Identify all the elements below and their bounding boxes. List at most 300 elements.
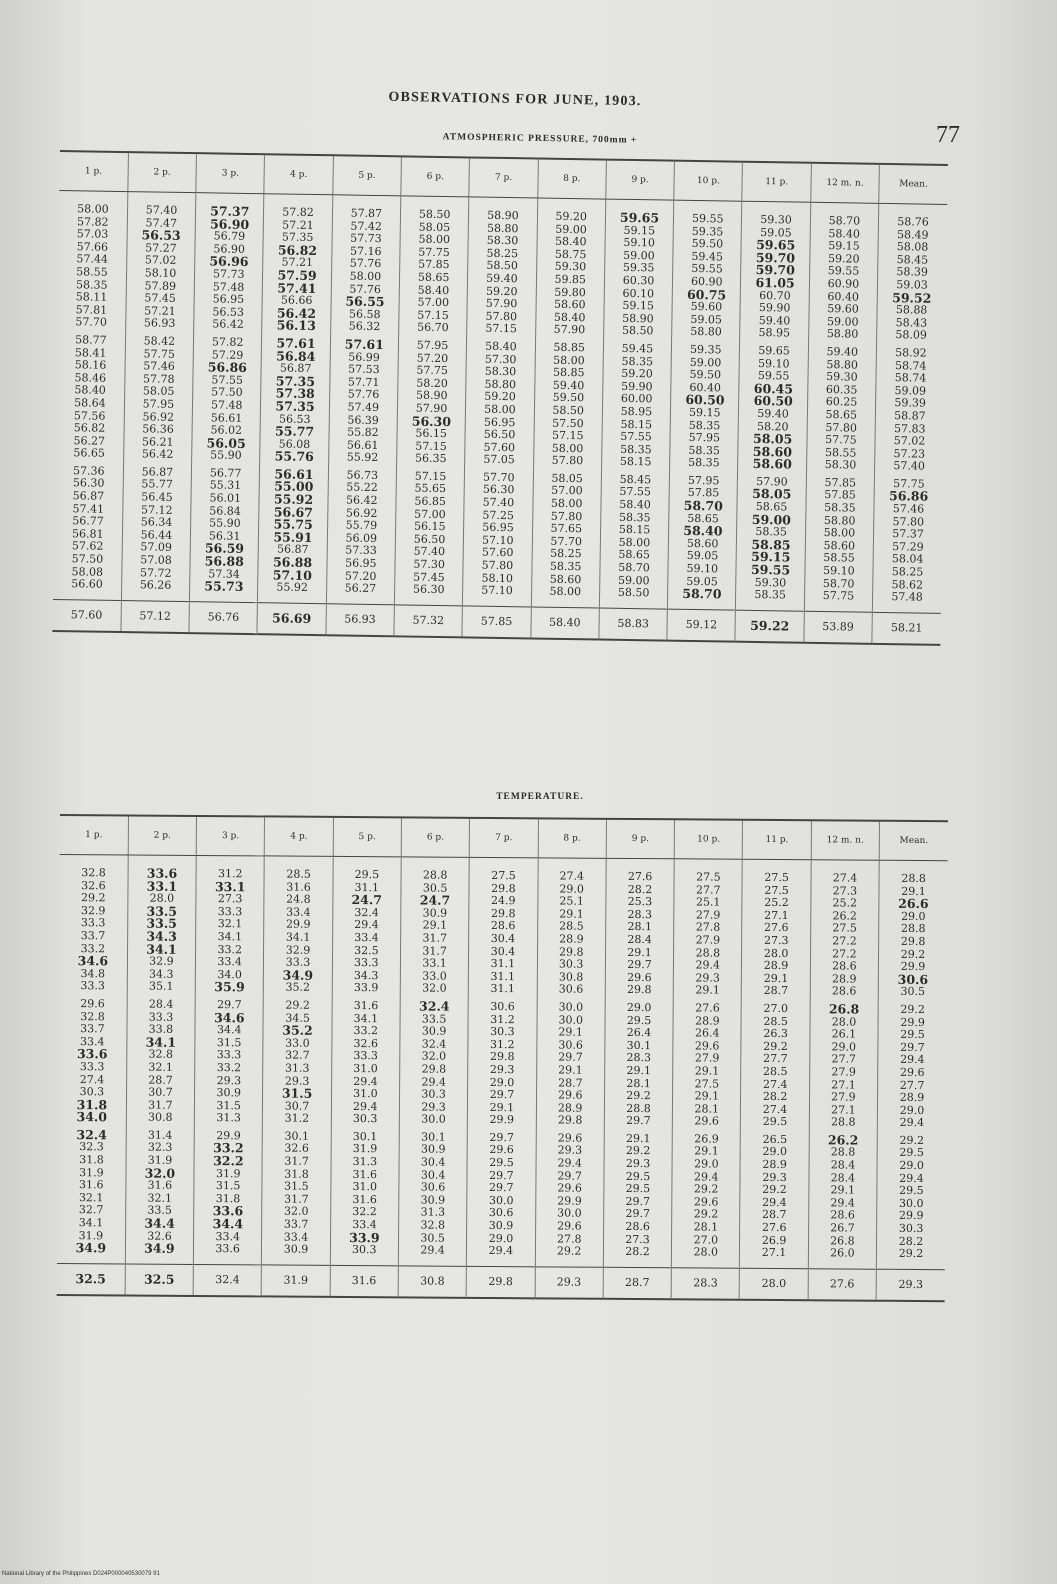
table-cell: 29.0 (899, 1103, 925, 1117)
table-cell: 28.6 (830, 1208, 855, 1222)
table-cell: 58.00 (418, 232, 451, 247)
table-cell: 31.6 (352, 1167, 378, 1181)
table-cell: 60.00 (620, 392, 653, 406)
table-cell: 28.1 (626, 1076, 651, 1090)
table-cell: 31.6 (286, 880, 311, 894)
table-cell: 59.55 (757, 369, 790, 383)
day-group (878, 999, 947, 1130)
table-cell: 58.25 (891, 565, 924, 579)
table-cell: 33.3 (216, 1048, 242, 1062)
table-cell: 24.7 (351, 892, 383, 908)
table-cell: 27.5 (491, 869, 516, 883)
table-cell: 28.7 (148, 1073, 173, 1087)
table-cell: 57.75 (143, 346, 176, 361)
table-cell: 33.7 (80, 929, 106, 943)
table-cell: 55.91 (273, 529, 313, 545)
table-cell: 29.4 (353, 1074, 378, 1088)
table-cell: 28.8 (695, 946, 721, 960)
column-values (262, 856, 333, 1265)
table-cell: 34.4 (216, 1023, 242, 1037)
table-cell: 31.8 (76, 1096, 108, 1113)
column-values (394, 196, 469, 606)
table-cell: 56.82 (277, 242, 318, 258)
table-cell: 58.42 (143, 334, 176, 348)
table-cell: 57.34 (208, 567, 240, 581)
table-cell: 57.48 (212, 279, 245, 294)
table-cell: 27.6 (761, 1220, 787, 1235)
table-cell: 31.3 (216, 1111, 241, 1125)
column-header: 9 p. (606, 160, 675, 201)
table-cell: 28.6 (625, 1219, 650, 1234)
mean-cell: 56.93 (326, 604, 395, 637)
table-cell: 28.4 (830, 1158, 856, 1172)
table-cell: 28.5 (763, 1064, 788, 1078)
table-cell: 57.29 (892, 539, 924, 554)
table-cell: 57.46 (892, 502, 925, 516)
table-cell: 34.3 (353, 968, 379, 982)
table-cell: 34.9 (282, 967, 314, 983)
table-cell: 59.80 (554, 285, 586, 299)
table-cell: 30.6 (558, 1038, 583, 1052)
table-cell: 29.6 (557, 1219, 582, 1233)
table-cell: 57.29 (211, 347, 244, 362)
table-cell: 58.41 (74, 345, 107, 360)
table-cell: 57.75 (893, 477, 925, 491)
table-cell: 56.67 (273, 504, 314, 520)
day-group (742, 860, 810, 998)
day-group (401, 857, 469, 995)
table-cell: 30.9 (421, 1024, 447, 1038)
table-cell: 58.74 (894, 358, 927, 373)
table-cell: 57.03 (76, 227, 109, 241)
day-group (399, 196, 468, 335)
table-cell: 58.60 (752, 443, 793, 460)
table-cell: 59.10 (623, 236, 655, 250)
table-cell: 31.6 (353, 998, 379, 1013)
table-cell: 59.03 (896, 278, 928, 292)
table-cell: 29.6 (693, 1195, 719, 1209)
table-cell: 60.90 (827, 277, 860, 291)
table-cell: 56.30 (411, 413, 452, 429)
table-cell: 58.20 (757, 419, 789, 433)
table-cell: 29.8 (627, 983, 652, 997)
table-cell: 58.50 (552, 403, 585, 418)
table-cell: 58.65 (618, 548, 651, 562)
table-cell: 56.42 (346, 493, 378, 508)
table-cell: 59.50 (691, 237, 724, 251)
mean-cell: 32.5 (57, 1263, 126, 1295)
table-cell: 58.10 (481, 571, 514, 585)
table-cell: 28.9 (899, 1090, 925, 1105)
table-cell: 32.1 (217, 917, 243, 931)
table-cell: 28.2 (625, 1245, 650, 1259)
table-cell: 30.8 (148, 1110, 173, 1125)
table-cell: 27.4 (762, 1077, 788, 1091)
table-cell: 29.2 (693, 1207, 719, 1222)
table-cell: 32.7 (285, 1048, 310, 1063)
day-group (465, 335, 534, 467)
day-group (537, 858, 605, 996)
table-cell: 56.65 (73, 446, 105, 461)
table-cell: 56.45 (141, 490, 173, 504)
table-cell: 59.09 (894, 383, 927, 398)
table-cell: 27.5 (764, 883, 789, 897)
table-cell: 28.8 (901, 871, 926, 886)
table-cell: 56.36 (142, 422, 174, 436)
table-cell: 58.25 (486, 246, 519, 260)
table-cell: 31.7 (284, 1154, 309, 1168)
table-cell: 56.95 (212, 292, 245, 307)
table-cell: 29.8 (557, 1113, 583, 1127)
table-cell: 57.41 (277, 279, 317, 296)
table-cell: 34.9 (75, 1240, 107, 1256)
table-cell: 35.9 (214, 979, 245, 995)
table-cell: 59.90 (621, 379, 653, 394)
table-cell: 29.4 (695, 958, 721, 972)
table-cell: 27.7 (763, 1052, 788, 1066)
table-cell: 58.70 (682, 586, 722, 602)
table-cell: 57.00 (551, 484, 583, 498)
table-cell: 33.3 (80, 979, 105, 993)
table-cell: 56.81 (72, 527, 104, 541)
table-cell: 30.3 (79, 1085, 105, 1099)
table-cell: 29.3 (625, 1157, 651, 1171)
day-group (463, 466, 532, 606)
table-cell: 29.3 (762, 1170, 787, 1184)
table-cell: 31.5 (216, 1098, 241, 1112)
table-cell: 59.20 (827, 251, 860, 266)
table-cell: 27.3 (625, 1232, 650, 1246)
table-cell: 31.9 (215, 1166, 241, 1180)
day-group (190, 462, 259, 602)
table-cell: 30.3 (352, 1112, 378, 1126)
table-cell: 29.1 (626, 1063, 652, 1078)
mean-cell: 57.60 (52, 599, 121, 632)
table-cell: 59.05 (690, 312, 723, 327)
table-cell: 30.1 (352, 1129, 378, 1144)
table-cell: 28.6 (832, 959, 857, 973)
table-cell: 59.10 (757, 356, 790, 371)
table-cell: 57.05 (483, 452, 515, 467)
table-cell: 57.72 (139, 565, 172, 580)
table-cell: 29.4 (694, 1170, 719, 1184)
table-cell: 57.90 (415, 401, 448, 416)
table-cell: 28.2 (627, 882, 653, 896)
table-cell: 29.5 (762, 1115, 788, 1129)
table-cell: 57.08 (140, 553, 172, 567)
table-cell: 29.0 (559, 882, 585, 896)
table-cell: 57.15 (485, 322, 518, 336)
table-cell: 57.02 (893, 434, 926, 448)
table-cell: 58.00 (823, 526, 856, 540)
table-cell: 31.6 (147, 1178, 173, 1193)
table-cell: 32.1 (78, 1190, 104, 1205)
table-cell: 59.05 (686, 549, 719, 563)
table-cell: 34.4 (144, 1215, 175, 1231)
table-cell: 57.75 (825, 433, 857, 447)
table-cell: 31.9 (79, 1165, 104, 1179)
table-cell: 55.92 (273, 491, 314, 508)
table-cell: 33.4 (80, 1034, 105, 1049)
table-cell: 60.90 (690, 274, 723, 289)
table-cell: 25.2 (832, 896, 858, 910)
table-cell: 29.7 (625, 1207, 651, 1221)
table-cell: 57.80 (825, 420, 857, 435)
table-cell: 29.5 (489, 1156, 514, 1170)
table-cell: 33.2 (353, 1024, 379, 1038)
table-cell: 55.92 (346, 450, 379, 465)
table-cell: 58.40 (417, 283, 450, 297)
table-cell: 27.8 (556, 1232, 582, 1246)
table-cell: 57.61 (344, 336, 385, 353)
day-group (809, 1129, 877, 1268)
table-cell: 31.0 (353, 1087, 378, 1101)
table-cell: 29.5 (625, 1182, 651, 1196)
table-cell: 28.4 (148, 997, 174, 1011)
table-cell: 59.55 (691, 262, 723, 276)
table-cell: 29.1 (422, 918, 448, 933)
day-group (53, 460, 123, 600)
table-cell: 55.76 (274, 448, 314, 465)
table-cell: 33.2 (216, 1061, 242, 1075)
column-header: 11 p. (742, 162, 811, 203)
column-header: 10 p. (674, 819, 743, 859)
table-cell: 58.64 (74, 396, 106, 410)
table-cell: 57.15 (417, 308, 449, 322)
table-cell: 57.83 (893, 421, 926, 436)
table-cell: 32.8 (80, 1009, 105, 1023)
column-values (190, 193, 265, 603)
table-cell: 57.55 (619, 485, 652, 499)
table-cell: 29.9 (557, 1194, 582, 1208)
table-cell: 33.5 (146, 903, 178, 919)
mean-cell: 27.6 (808, 1269, 877, 1301)
table-cell: 30.4 (490, 931, 516, 946)
table-cell: 55.90 (210, 448, 242, 463)
day-group (192, 331, 261, 463)
table-cell: 56.60 (71, 577, 103, 591)
table-cell: 58.25 (550, 547, 582, 561)
table-cell: 60.70 (759, 288, 791, 303)
table-cell: 33.5 (147, 1204, 172, 1218)
table-cell: 56.86 (889, 488, 929, 505)
table-cell: 56.77 (209, 466, 242, 480)
table-cell: 58.35 (75, 277, 108, 292)
table-cell: 57.76 (349, 282, 382, 296)
table-cell: 57.70 (550, 534, 582, 549)
table-cell: 28.6 (490, 919, 516, 933)
table-cell: 58.62 (891, 577, 924, 592)
table-cell: 58.35 (621, 354, 654, 368)
table-cell: 58.00 (349, 269, 382, 284)
table-cell: 28.9 (831, 972, 857, 986)
column-values (736, 201, 811, 611)
table-cell: 27.4 (79, 1072, 105, 1086)
table-cell: 57.60 (483, 440, 516, 454)
table-cell: 57.70 (75, 315, 108, 330)
table-cell: 33.7 (80, 1022, 105, 1036)
table-cell: 56.82 (73, 421, 106, 435)
column-values (326, 195, 401, 605)
column-values (876, 860, 947, 1269)
column-values (808, 860, 879, 1269)
table-cell: 59.65 (758, 343, 790, 358)
pressure-table-title: ATMOSPHERIC PRESSURE, 700mm + (442, 132, 638, 146)
table-cell: 57.21 (144, 304, 176, 318)
table-cell: 28.2 (898, 1234, 924, 1248)
table-cell: 57.73 (350, 231, 382, 246)
table-cell: 27.9 (694, 1051, 720, 1065)
table-cell: 29.0 (762, 1145, 788, 1159)
column-header: 7 p. (469, 818, 538, 858)
table-cell: 57.45 (144, 291, 176, 305)
table-cell: 58.92 (895, 346, 927, 360)
mean-cell: 32.5 (125, 1264, 194, 1296)
table-cell: 56.05 (206, 435, 246, 451)
table-cell: 57.48 (891, 590, 923, 604)
table-cell: 60.40 (827, 289, 860, 304)
table-cell: 60.25 (825, 395, 858, 409)
table-cell: 58.80 (823, 513, 856, 528)
table-cell: 29.7 (627, 958, 652, 972)
table-cell: 57.09 (140, 540, 173, 555)
table-cell: 58.77 (75, 333, 107, 347)
table-cell: 28.0 (831, 1014, 857, 1029)
table-cell: 26.4 (695, 1026, 720, 1040)
table-cell: 32.9 (149, 954, 174, 968)
table-cell: 29.4 (899, 1171, 924, 1185)
table-cell: 56.02 (210, 423, 243, 437)
table-cell: 57.16 (349, 244, 382, 258)
table-cell: 29.7 (626, 1114, 651, 1128)
table-cell: 29.1 (558, 1025, 584, 1039)
table-cell: 56.70 (417, 320, 449, 335)
table-cell: 60.30 (622, 273, 655, 288)
day-group (194, 1125, 262, 1264)
table-cell: 24.8 (286, 892, 311, 906)
table-cell: 32.3 (147, 1141, 173, 1155)
day-group (534, 336, 603, 468)
table-cell: 32.0 (283, 1205, 309, 1219)
day-group (741, 202, 810, 341)
table-cell: 31.7 (422, 944, 447, 958)
table-cell: 56.26 (139, 578, 172, 593)
day-group (55, 329, 125, 461)
table-cell: 58.35 (620, 442, 652, 457)
table-cell: 56.53 (141, 227, 181, 244)
table-cell: 32.0 (421, 1049, 447, 1064)
day-group (877, 204, 947, 343)
table-cell: 30.7 (284, 1099, 310, 1113)
table-cell: 31.2 (490, 1012, 515, 1026)
table-cell: 58.70 (828, 214, 861, 228)
table-cell: 35.2 (282, 1022, 313, 1038)
table-cell: 58.40 (828, 226, 861, 241)
column-values (740, 859, 811, 1268)
table-cell: 29.1 (901, 884, 926, 898)
table-cell: 59.15 (751, 549, 791, 565)
table-cell: 32.2 (352, 1205, 377, 1219)
table-cell: 57.55 (620, 429, 652, 444)
table-cell: 57.15 (415, 439, 447, 453)
table-cell: 57.85 (824, 475, 857, 490)
table-cell: 58.35 (688, 443, 721, 458)
table-cell: 57.45 (413, 570, 445, 584)
table-cell: 27.8 (695, 920, 721, 934)
table-cell: 29.0 (694, 1157, 719, 1171)
table-cell: 28.9 (557, 1101, 583, 1115)
table-cell: 56.85 (414, 494, 447, 509)
table-cell: 58.05 (142, 384, 175, 399)
table-cell: 27.9 (831, 1090, 856, 1104)
table-cell: 29.3 (695, 971, 720, 985)
table-cell: 27.1 (831, 1077, 856, 1092)
table-cell: 58.00 (484, 402, 516, 417)
table-cell: 58.80 (486, 221, 519, 235)
table-cell: 56.77 (72, 514, 104, 528)
day-group (810, 998, 878, 1129)
column-header: 3 p. (196, 153, 265, 194)
table-cell: 56.50 (413, 532, 446, 546)
table-cell: 31.8 (284, 1167, 309, 1181)
table-cell: 57.75 (416, 363, 449, 378)
table-cell: 32.5 (354, 943, 379, 957)
table-cell: 57.95 (687, 473, 720, 488)
table-cell: 30.4 (490, 944, 516, 958)
table-cell: 58.35 (688, 418, 721, 432)
column-header: 8 p. (537, 159, 606, 200)
table-cell: 58.46 (74, 370, 107, 385)
table-cell: 61.05 (755, 274, 795, 291)
table-cell: 59.70 (755, 249, 796, 266)
table-cell: 58.04 (891, 552, 924, 567)
table-cell: 57.60 (481, 546, 514, 560)
day-group (395, 465, 464, 605)
table-cell: 57.82 (76, 214, 109, 229)
table-cell: 58.30 (484, 364, 517, 379)
table-cell: 57.33 (345, 543, 377, 558)
table-cell: 59.15 (622, 299, 654, 313)
table-cell: 57.50 (71, 552, 104, 566)
table-cell: 32.0 (422, 981, 447, 996)
table-cell: 29.8 (900, 934, 926, 949)
table-cell: 27.4 (559, 869, 585, 883)
table-cell: 27.2 (832, 946, 857, 961)
table-cell: 58.65 (825, 407, 858, 422)
table-cell: 32.2 (213, 1153, 244, 1169)
table-cell: 59.20 (484, 390, 516, 404)
table-cell: 57.90 (553, 323, 586, 337)
table-cell: 58.95 (758, 326, 791, 340)
table-cell: 59.70 (755, 262, 796, 278)
table-cell: 57.70 (482, 470, 515, 485)
table-cell: 58.00 (77, 202, 109, 216)
table-cell: 59.00 (555, 222, 587, 236)
table-cell: 56.87 (141, 465, 174, 479)
table-cell: 57.46 (143, 359, 175, 373)
table-cell: 58.45 (896, 252, 929, 267)
table-cell: 30.1 (421, 1130, 446, 1144)
table-cell: 57.80 (551, 454, 584, 468)
table-cell: 29.6 (557, 1181, 582, 1195)
table-cell: 57.75 (418, 245, 450, 259)
table-cell: 29.1 (694, 1144, 719, 1159)
table-cell: 33.3 (80, 916, 106, 930)
table-cell: 59.00 (617, 573, 650, 587)
day-group (670, 339, 739, 471)
table-cell: 29.7 (217, 998, 242, 1012)
table-cell: 29.2 (762, 1183, 787, 1197)
